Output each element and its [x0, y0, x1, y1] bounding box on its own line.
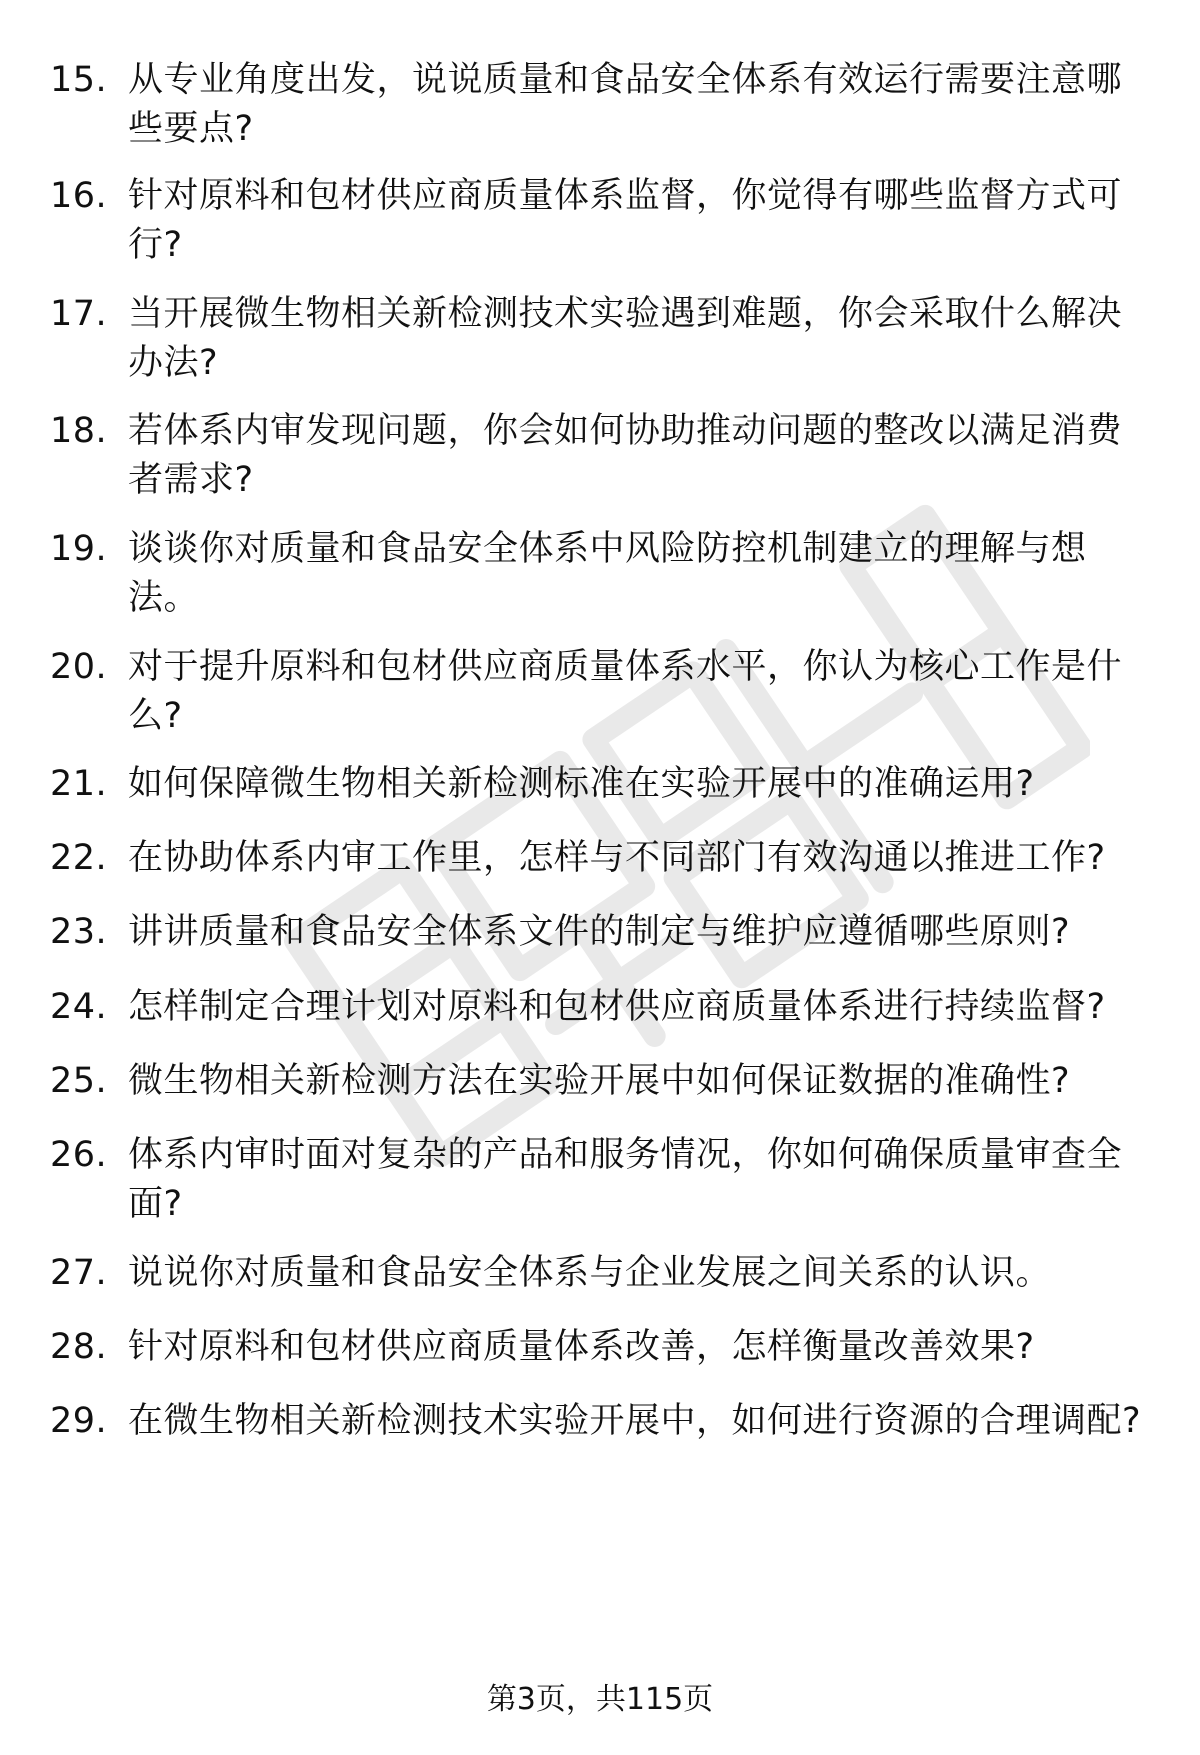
question-number: 20.	[50, 647, 108, 687]
question-text: 怎样制定合理计划对原料和包材供应商质量体系进行持续监督?	[128, 987, 1106, 1027]
question-item	[50, 407, 1150, 505]
question-item	[50, 834, 1150, 883]
question-number: 18.	[50, 411, 108, 451]
question-item	[50, 983, 1150, 1032]
question-number: 19.	[50, 529, 108, 569]
question-number: 25.	[50, 1061, 108, 1101]
question-number: 15.	[50, 60, 108, 100]
question-text: 若体系内审发现问题，你会如何协助推动问题的整改以满足消费者需求?	[128, 411, 1123, 500]
question-number: 16.	[50, 176, 108, 216]
question-text: 如何保障微生物相关新检测标准在实验开展中的准确运用?	[128, 764, 1035, 804]
question-text: 在协助体系内审工作里，怎样与不同部门有效沟通以推进工作?	[128, 838, 1106, 878]
question-text: 谈谈你对质量和食品安全体系中风险防控机制建立的理解与想法。	[128, 529, 1087, 618]
question-item	[50, 1397, 1150, 1446]
question-item	[50, 760, 1150, 809]
question-item	[50, 1057, 1150, 1106]
question-item	[50, 1323, 1150, 1372]
question-number: 17.	[50, 294, 108, 334]
question-number: 22.	[50, 838, 108, 878]
question-item	[50, 290, 1150, 388]
question-text: 体系内审时面对复杂的产品和服务情况，你如何确保质量审查全面?	[128, 1135, 1123, 1224]
question-item	[50, 56, 1150, 154]
question-text: 讲讲质量和食品安全体系文件的制定与维护应遵循哪些原则?	[128, 912, 1071, 952]
question-number: 26.	[50, 1135, 108, 1175]
question-text: 针对原料和包材供应商质量体系监督，你觉得有哪些监督方式可行?	[128, 176, 1123, 265]
question-text: 针对原料和包材供应商质量体系改善，怎样衡量改善效果?	[128, 1327, 1035, 1367]
page-footer: 第3页，共115页	[486, 1682, 714, 1717]
question-number: 28.	[50, 1327, 108, 1367]
question-number: 29.	[50, 1401, 108, 1441]
question-text: 说说你对质量和食品安全体系与企业发展之间关系的认识。	[128, 1253, 1052, 1293]
question-item	[50, 908, 1150, 957]
question-text: 当开展微生物相关新检测技术实验遇到难题，你会采取什么解决办法?	[128, 294, 1123, 383]
question-item	[50, 172, 1150, 270]
question-item	[50, 525, 1150, 623]
question-text: 在微生物相关新检测技术实验开展中，如何进行资源的合理调配?	[128, 1401, 1142, 1441]
question-number: 21.	[50, 764, 108, 804]
question-text: 微生物相关新检测方法在实验开展中如何保证数据的准确性?	[128, 1061, 1071, 1101]
question-item	[50, 643, 1150, 741]
question-number: 23.	[50, 912, 108, 952]
question-number: 27.	[50, 1253, 108, 1293]
question-text: 对于提升原料和包材供应商质量体系水平，你认为核心工作是什么?	[128, 647, 1123, 736]
question-text: 从专业角度出发，说说质量和食品安全体系有效运行需要注意哪些要点?	[128, 60, 1123, 149]
question-number: 24.	[50, 987, 108, 1027]
question-item	[50, 1249, 1150, 1298]
question-item	[50, 1131, 1150, 1229]
